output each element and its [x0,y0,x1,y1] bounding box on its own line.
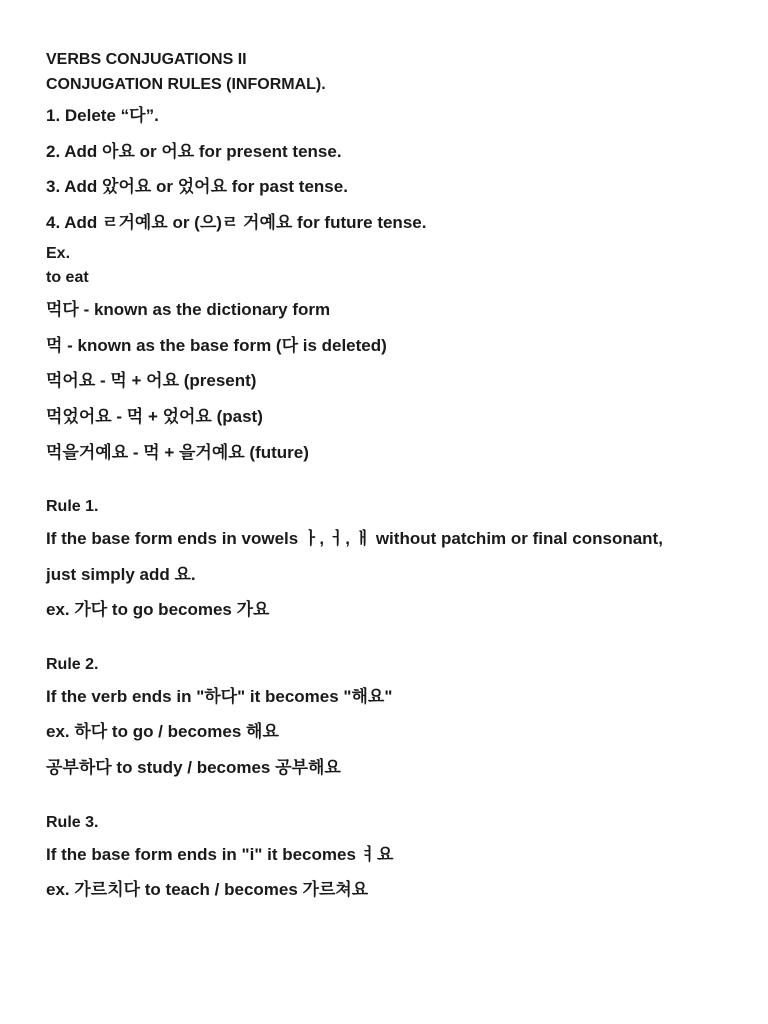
rule1-line: ex. 가다 to go becomes 가요 [46,600,270,619]
example-line: 먹을거예요 - 먹 + 을거예요 (future) [46,443,309,462]
rule3-heading: Rule 3. [46,814,99,831]
example-line: 먹었어요 - 먹 + 었어요 (past) [46,407,263,426]
document-subtitle: CONJUGATION RULES (INFORMAL). [46,76,326,93]
example-line: 먹 - known as the base form (다 is deleted) [46,336,387,355]
rule1-heading: Rule 1. [46,498,99,515]
example-line: 먹다 - known as the dictionary form [46,300,331,319]
rule-intro-line: 1. Delete “다”. [46,106,159,125]
rule3-line: ex. 가르치다 to teach / becomes 가르쳐요 [46,880,369,899]
example-label: Ex. [46,245,71,262]
rule-intro-line: 4. Add ㄹ거예요 or (으)ㄹ 거예요 for future tense. [46,213,427,232]
rule2-line: 공부하다 to study / becomes 공부해요 [46,758,341,777]
document-title: VERBS CONJUGATIONS II [46,51,247,68]
rule1-line: If the base form ends in vowels ㅏ, ㅓ, ㅐ without patchim or final consonant, [46,529,663,548]
rule3-line: If the base form ends in "i" it becomes ㅕ요 [46,845,394,864]
rule2-line: If the verb ends in "하다" it becomes "해요" [46,687,393,706]
rule-intro-line: 2. Add 아요 or 어요 for present tense. [46,142,342,161]
rule2-heading: Rule 2. [46,656,99,673]
rule2-line: ex. 하다 to go / becomes 해요 [46,722,279,741]
rule1-line: just simply add 요. [46,565,196,584]
example-line: 먹어요 - 먹 + 어요 (present) [46,371,257,390]
rule-intro-line: 3. Add 았어요 or 었어요 for past tense. [46,177,348,196]
example-meaning: to eat [46,269,89,286]
